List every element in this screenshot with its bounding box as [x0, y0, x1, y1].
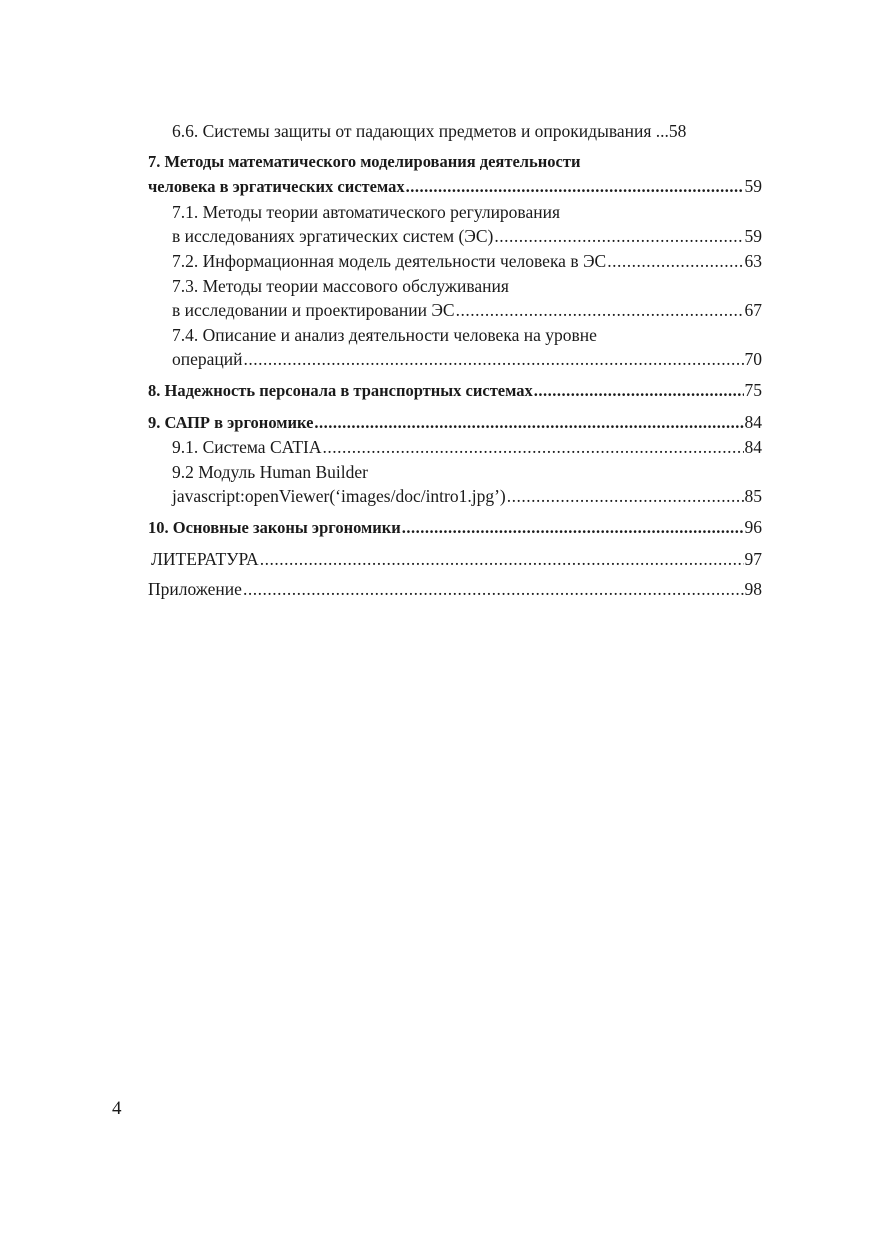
leader-dots: [260, 547, 744, 572]
leader-dots: [507, 484, 744, 509]
leader-dots: [314, 411, 743, 436]
leader-dots: [607, 249, 743, 274]
toc-entry-title-cont: в исследованиях эргатических систем (ЭС): [172, 226, 494, 247]
toc-entry-title: 9.1. Система CATIA: [172, 437, 322, 458]
toc-entry-9-1[interactable]: [148, 435, 762, 460]
toc-entry-title: ЛИТЕРАТУРА: [151, 548, 259, 569]
toc-entry-page: 63: [744, 250, 762, 271]
toc-entry-page: 98: [744, 579, 762, 600]
leader-dots: [322, 435, 743, 460]
toc-entry-9-2[interactable]: [148, 460, 762, 509]
toc-entry-title-cont: операций: [172, 349, 243, 370]
toc-entry-title: 7.3. Методы теории массового обслуживания: [172, 275, 509, 296]
toc-entry-7-3[interactable]: [148, 274, 762, 323]
leader-dots: [244, 347, 744, 372]
toc-entry-title: 7.2. Информационная модель деятельности человека в ЭС: [172, 250, 607, 271]
leader-dots: [406, 175, 744, 200]
toc-entry-7-2[interactable]: [148, 249, 762, 274]
toc-entry-7-4[interactable]: [148, 323, 762, 372]
toc-entry-6-6[interactable]: [148, 119, 762, 144]
toc-entry-page: 96: [744, 516, 762, 537]
toc-entry-title: 8. Надежность персонала в транспортных системах: [148, 380, 533, 400]
toc-entry-title: Приложение: [148, 579, 242, 600]
leader-dots: [243, 577, 744, 602]
toc-entry-link-text: javascript:openViewer(‘images/doc/intro1.jpg’): [172, 486, 506, 507]
toc-entry-10[interactable]: [148, 515, 762, 541]
toc-entry-page: 59: [744, 226, 762, 247]
toc-entry-page: 85: [744, 486, 762, 507]
toc-entry-title: 7.4. Описание и анализ деятельности человека на уровне: [172, 324, 597, 345]
leader-dots: [534, 379, 744, 404]
toc-entry-8[interactable]: [148, 378, 762, 404]
toc-entry-page: 97: [744, 548, 762, 569]
toc-entry-page: 70: [744, 349, 762, 370]
toc-entry-7-1[interactable]: [148, 200, 762, 249]
page-number: 4: [112, 1098, 122, 1119]
leader-dots: [456, 298, 744, 323]
toc-entry-title: 7. Методы математического моделирования деятельности: [148, 151, 581, 171]
leader-dots: [494, 224, 743, 249]
toc-entry-page: 67: [744, 300, 762, 321]
toc-entry-7[interactable]: [148, 150, 762, 200]
leader-dots: [402, 516, 744, 541]
toc-entry-page: 84: [744, 437, 762, 458]
toc-entry-title: 7.1. Методы теории автоматического регулирования: [172, 201, 561, 222]
toc-entry-page: 58: [668, 121, 687, 141]
toc-entry-page: 59: [744, 176, 762, 197]
toc-entry-title-cont: в исследовании и проектировании ЭС: [172, 300, 455, 321]
toc-entry-title: 10. Основные законы эргономики: [148, 517, 401, 537]
toc-entry-9[interactable]: [148, 410, 762, 436]
toc-entry-page: 84: [744, 411, 762, 432]
toc-entry-literature[interactable]: [148, 547, 762, 572]
toc-entry-title: 6.6. Системы защиты от падающих предметов и опрокидывания ...: [172, 121, 669, 141]
toc-entry-title: 9. САПР в эргономике: [148, 412, 314, 432]
toc-entry-title: 9.2 Модуль Human Builder: [172, 461, 368, 482]
toc-entry-appendix[interactable]: [148, 577, 762, 602]
toc-entry-page: 75: [744, 379, 762, 400]
table-of-contents: [148, 119, 762, 602]
toc-entry-title-cont: человека в эргатических системах: [148, 177, 405, 197]
